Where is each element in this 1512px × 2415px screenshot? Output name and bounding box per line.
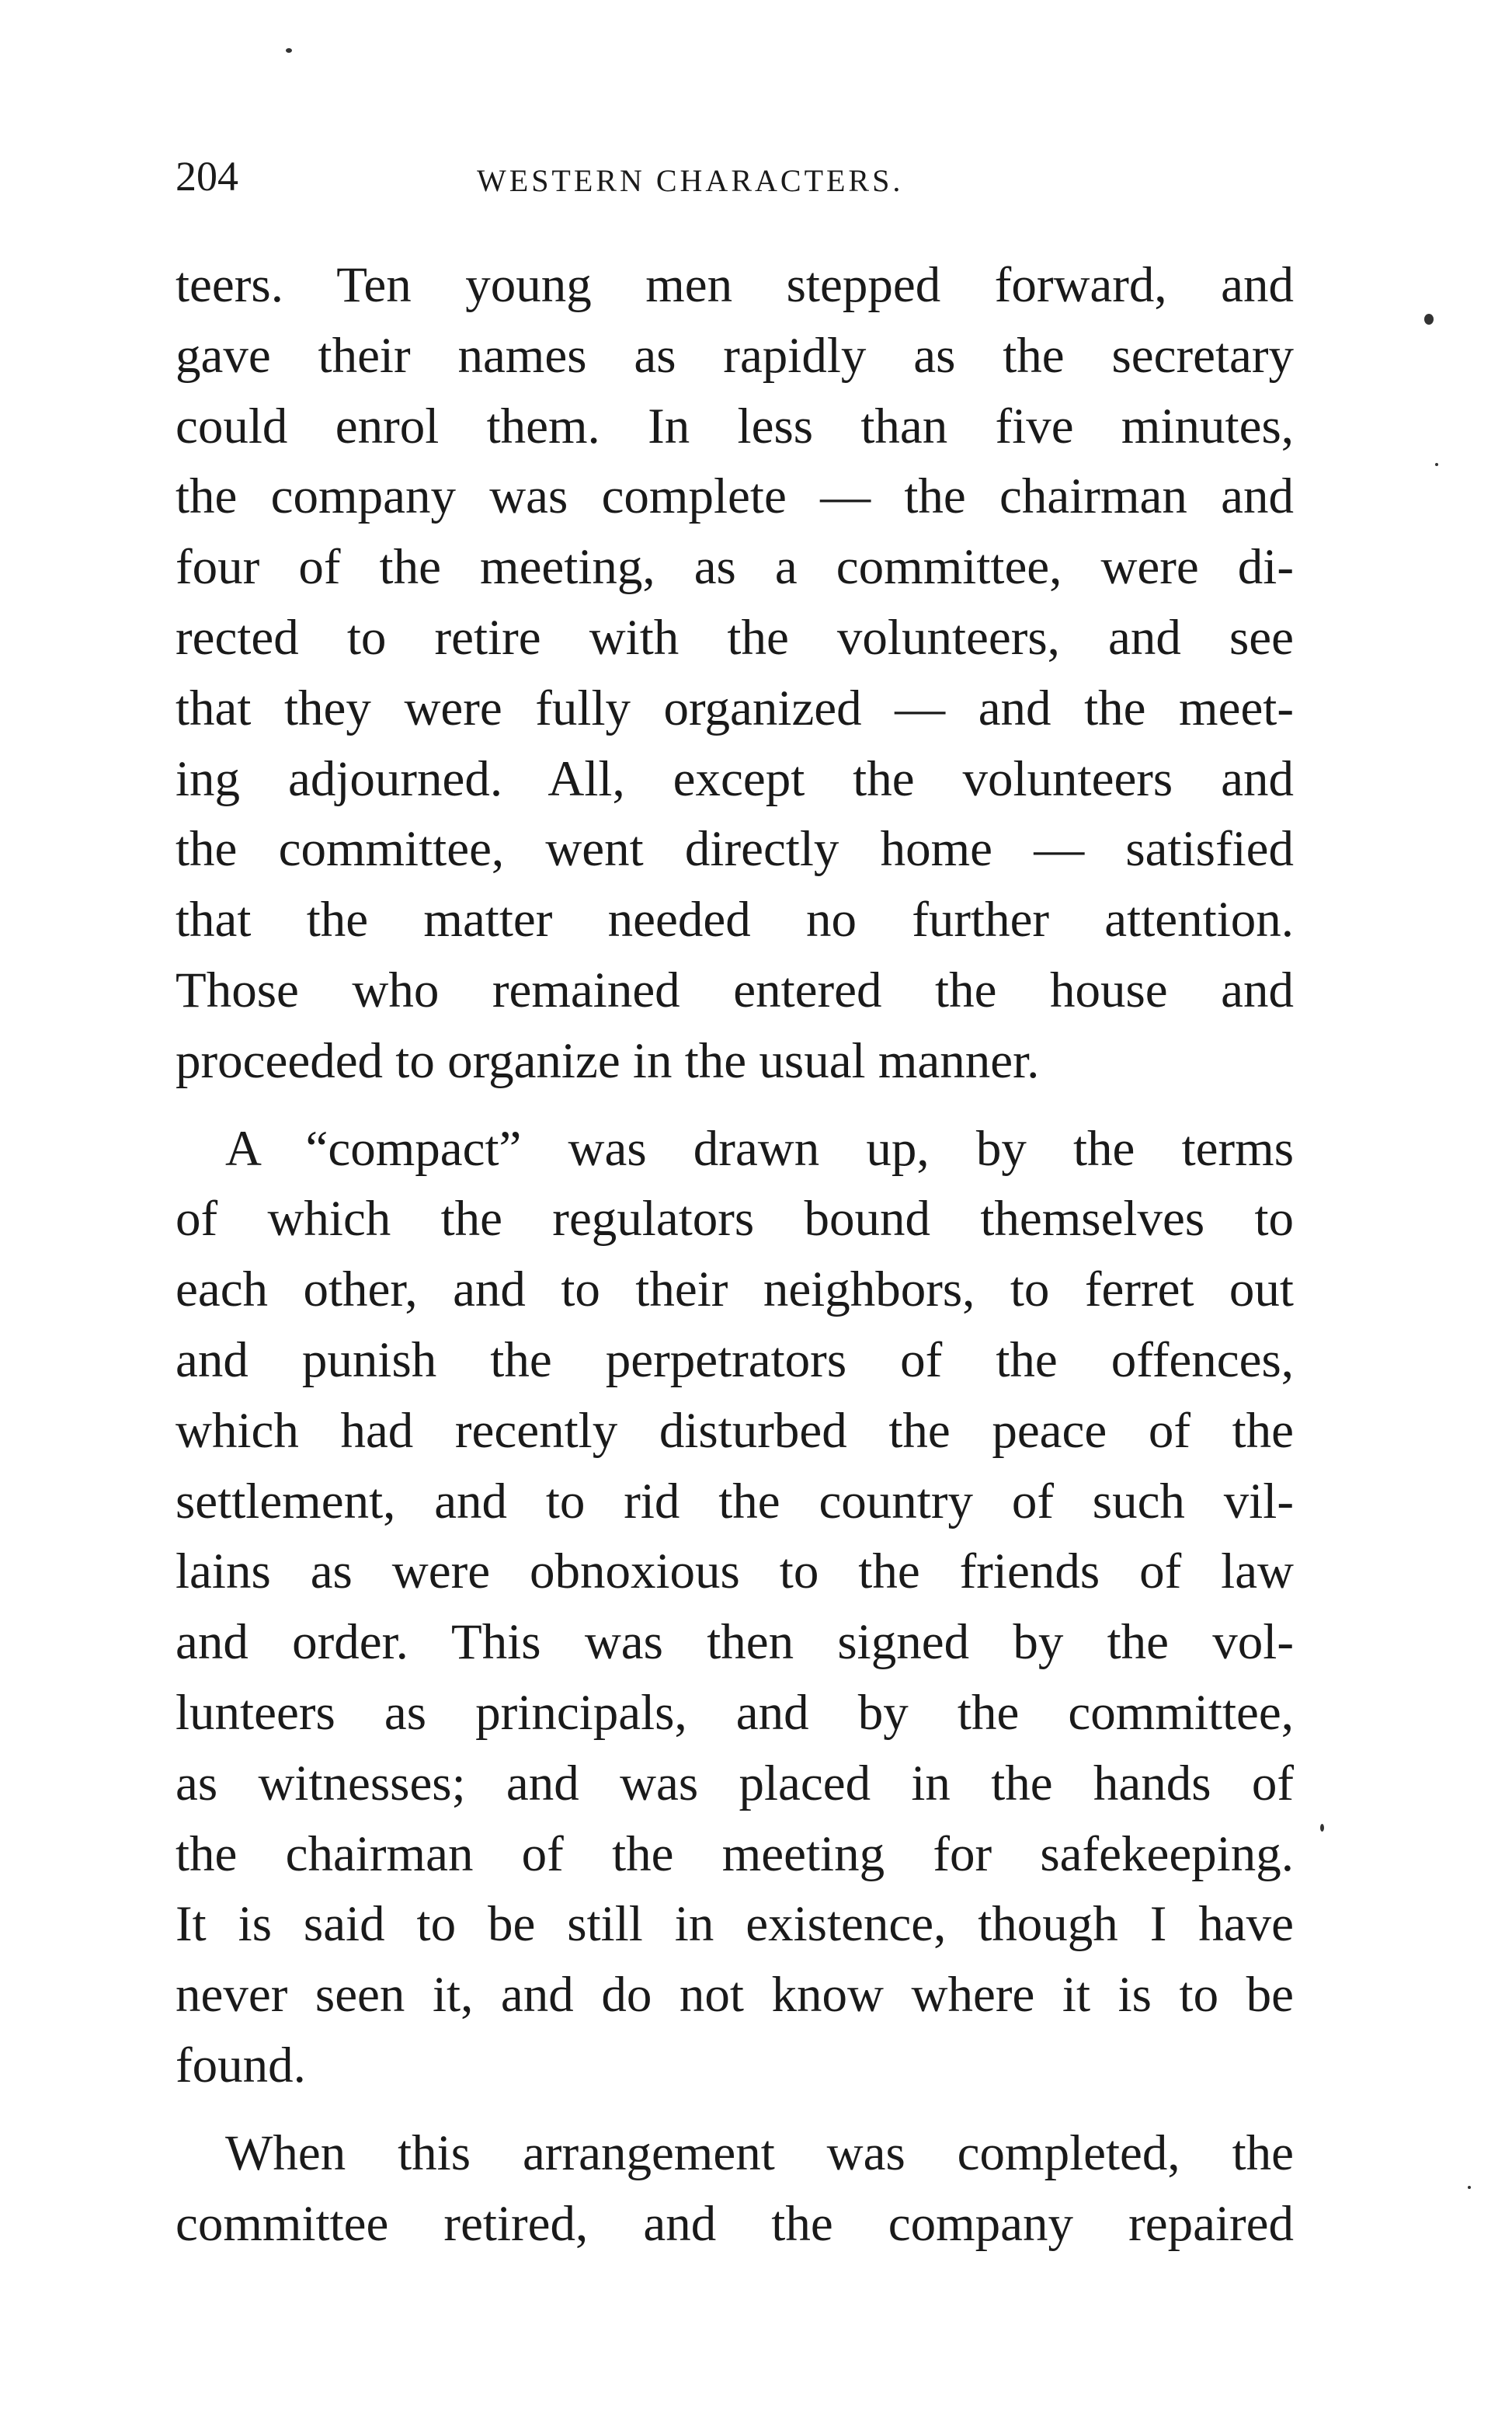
paragraph-1	[176, 250, 1294, 1097]
page-number: 204	[176, 153, 238, 200]
text-line: proceeded to organize in the usual manner.	[176, 1032, 1040, 1089]
text-line: that they were fully organized — and the meet-	[176, 680, 1294, 736]
text-line: the company was complete — the chairman and	[176, 468, 1294, 525]
text-line: the committee, went directly home — satisfied	[176, 821, 1294, 878]
scan-speck	[286, 48, 292, 53]
body-text	[176, 250, 1294, 2259]
text-line: It is said to be still in existence, though I have	[176, 1896, 1294, 1953]
text-line: and order. This was then signed by the vol-	[176, 1614, 1294, 1671]
scan-speck	[1468, 2186, 1471, 2189]
text-line: four of the meeting, as a committee, were di-	[176, 539, 1294, 596]
text-line: of which the regulators bound themselves to	[176, 1191, 1294, 1248]
text-line: rected to retire with the volunteers, and see	[176, 609, 1294, 666]
scan-speck	[1435, 463, 1438, 466]
text-line: that the matter needed no further attention.	[176, 892, 1294, 948]
text-line: could enrol them. In less than five minutes,	[176, 398, 1294, 454]
text-line: A “compact” was drawn up, by the terms	[225, 1120, 1294, 1177]
text-line: committee retired, and the company repaired	[176, 2195, 1294, 2252]
text-line: ing adjourned. All, except the volunteers and	[176, 750, 1294, 807]
text-line: and punish the perpetrators of the offences,	[176, 1331, 1294, 1388]
text-line: never seen it, and do not know where it is to be	[176, 1967, 1294, 2024]
page-header	[176, 149, 1294, 204]
running-title: WESTERN CHARACTERS.	[477, 163, 904, 198]
paragraph-2	[176, 1114, 1294, 2101]
scan-speck	[1424, 314, 1434, 325]
text-line: which had recently disturbed the peace of the	[176, 1402, 1294, 1459]
text-line: found.	[176, 2037, 306, 2093]
text-line: When this arrangement was completed, the	[225, 2124, 1294, 2181]
text-line: Those who remained entered the house and	[176, 962, 1294, 1018]
scan-speck	[1320, 1824, 1324, 1832]
text-line: teers. Ten young men stepped forward, and	[176, 257, 1294, 313]
paragraph-3	[176, 2118, 1294, 2260]
text-line: lunteers as principals, and by the committee,	[176, 1684, 1294, 1741]
text-line: each other, and to their neighbors, to ferret out	[176, 1261, 1294, 1318]
text-line: lains as were obnoxious to the friends of law	[176, 1543, 1294, 1600]
text-line: as witnesses; and was placed in the hands of	[176, 1755, 1294, 1811]
text-line: gave their names as rapidly as the secretary	[176, 327, 1294, 384]
paragraph-spacer	[176, 1097, 1294, 1114]
text-line: the chairman of the meeting for safekeeping.	[176, 1825, 1294, 1882]
paragraph-spacer	[176, 2101, 1294, 2118]
text-line: settlement, and to rid the country of such vil-	[176, 1473, 1294, 1529]
